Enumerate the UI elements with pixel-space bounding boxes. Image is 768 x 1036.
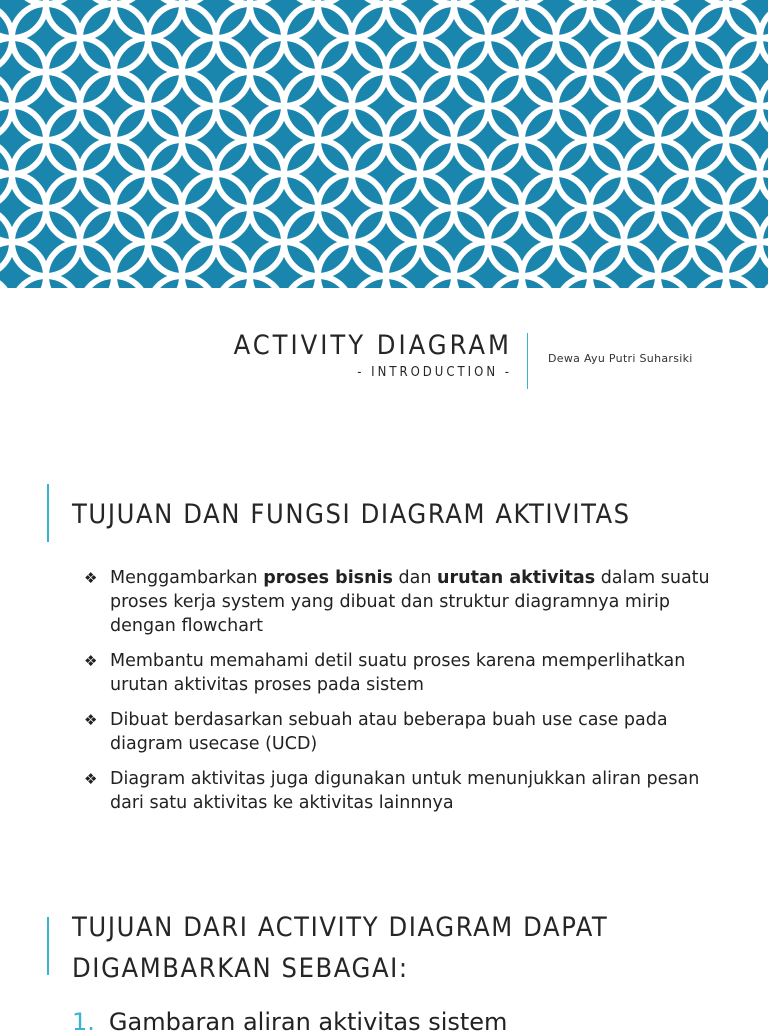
bullet-text: Diagram aktivitas juga digunakan untuk menunjukkan aliran pesan dari satu aktivitas ke aktivitas lainnnya [110, 769, 700, 813]
diamond-bullet-icon: ❖ [84, 652, 98, 670]
bullet-bold-text: proses bisnis [263, 568, 393, 588]
diamond-bullet-icon: ❖ [84, 569, 98, 587]
title-block [0, 328, 512, 382]
section-heading-tujuan-line1: TUJUAN DARI ACTIVITY DIAGRAM DAPAT [72, 912, 609, 943]
bullet-text: Membantu memahami detil suatu proses karena memperlihatkan urutan aktivitas proses pada sistem [110, 651, 686, 695]
section-heading-tujuan-line2: DIGAMBARKAN SEBAGAI: [72, 953, 409, 984]
bullet-list [84, 566, 724, 826]
list-item [84, 708, 724, 756]
list-item [84, 649, 724, 697]
list-item [84, 566, 724, 638]
slide-title: ACTIVITY DIAGRAM [233, 330, 512, 361]
bullet-bold-text: urutan aktivitas [437, 568, 596, 588]
numbered-item [72, 1008, 507, 1036]
item-number: 1. [72, 1008, 95, 1036]
diamond-bullet-icon: ❖ [84, 711, 98, 729]
author-name: Dewa Ayu Putri Suharsiki [548, 352, 693, 365]
interlocking-circles-pattern [0, 0, 768, 288]
section-accent-bar [47, 484, 49, 542]
section-accent-bar [47, 917, 49, 975]
diamond-bullet-icon: ❖ [84, 770, 98, 788]
header-pattern-banner [0, 0, 768, 288]
bullet-text: dalam suatu proses kerja system yang dibuat dan struktur diagramnya mirip dengan flowchart [110, 568, 710, 636]
bullet-text: Menggambarkan [110, 568, 264, 588]
section-heading-tujuan-fungsi: TUJUAN DAN FUNGSI DIAGRAM AKTIVITAS [72, 499, 631, 530]
item-text: Gambaran aliran aktivitas sistem [108, 1008, 508, 1036]
list-item [84, 767, 724, 815]
slide-subtitle: - INTRODUCTION - [357, 365, 512, 380]
bullet-text: dan [392, 568, 438, 588]
title-divider [527, 333, 528, 389]
bullet-text: Dibuat berdasarkan sebuah atau beberapa buah use case pada diagram usecase (UCD) [110, 710, 668, 754]
